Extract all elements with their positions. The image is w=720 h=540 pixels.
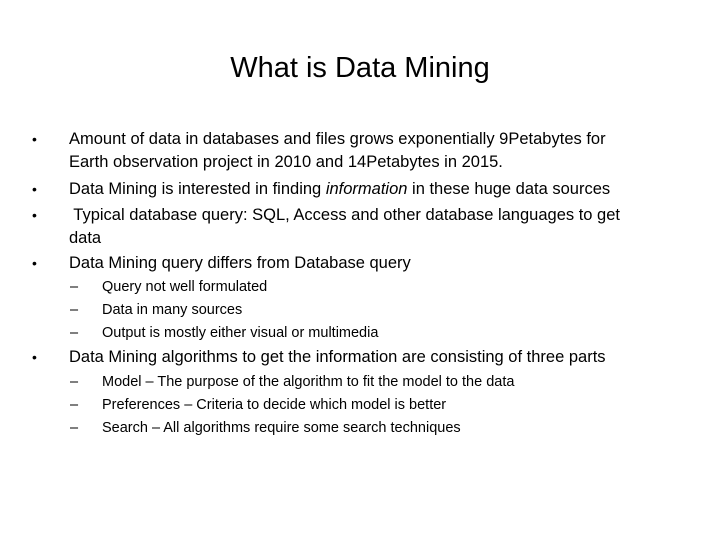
bullet-text-part: Data Mining is interested in finding bbox=[69, 180, 326, 198]
sub-bullet-dash: – bbox=[70, 374, 79, 390]
bullet-item bbox=[32, 178, 652, 201]
bullet-text: Data Mining algorithms to get the information are consisting of three parts bbox=[69, 348, 606, 366]
sub-bullet-dash: – bbox=[70, 302, 79, 318]
bullet-item bbox=[32, 128, 652, 174]
bullet-text bbox=[69, 204, 679, 249]
bullet-text-line: Typical database query: SQL, Access and other database languages to get bbox=[69, 206, 620, 224]
bullet-item bbox=[32, 346, 652, 369]
bullet-text-line: data bbox=[69, 228, 102, 247]
sub-bullet-dash: – bbox=[70, 420, 79, 436]
sub-bullet-text: Data in many sources bbox=[102, 302, 243, 318]
slide-title: What is Data Mining bbox=[230, 52, 490, 84]
bullet-dot: • bbox=[32, 349, 37, 365]
sub-bullet-item bbox=[70, 277, 670, 297]
sub-bullet-text: Model – The purpose of the algorithm to fit the model to the data bbox=[102, 374, 515, 390]
bullet-text-emphasis: information bbox=[325, 180, 408, 198]
bullet-text-part: in these huge data sources bbox=[407, 180, 611, 198]
bullet-dot: • bbox=[32, 255, 37, 271]
sub-bullet-dash: – bbox=[70, 325, 79, 341]
sub-bullet-item bbox=[70, 395, 670, 415]
bullet-item bbox=[32, 252, 652, 275]
bullet-text bbox=[69, 178, 679, 201]
sub-bullet-text: Search – All algorithms require some search techniques bbox=[102, 420, 461, 436]
bullet-text-line: Earth observation project in 2010 and 14Petabytes in 2015. bbox=[69, 152, 503, 171]
sub-bullet-item bbox=[70, 300, 670, 320]
bullet-dot: • bbox=[32, 207, 37, 223]
sub-bullet-text: Output is mostly either visual or multimedia bbox=[102, 325, 379, 341]
bullet-text: Data Mining query differs from Database query bbox=[69, 254, 411, 272]
sub-bullet-item bbox=[70, 323, 670, 343]
bullet-text-line: Amount of data in databases and files grows exponentially 9Petabytes for bbox=[69, 130, 606, 148]
bullet-text bbox=[69, 128, 679, 173]
bullet-item bbox=[32, 204, 652, 250]
sub-bullet-dash: – bbox=[70, 397, 79, 413]
sub-bullet-item bbox=[70, 372, 670, 392]
bullet-dot: • bbox=[32, 131, 37, 147]
sub-bullet-text: Preferences – Criteria to decide which model is better bbox=[102, 397, 447, 413]
bullet-dot: • bbox=[32, 181, 37, 197]
sub-bullet-dash: – bbox=[70, 279, 79, 295]
sub-bullet-item bbox=[70, 418, 670, 438]
sub-bullet-text: Query not well formulated bbox=[102, 279, 268, 295]
